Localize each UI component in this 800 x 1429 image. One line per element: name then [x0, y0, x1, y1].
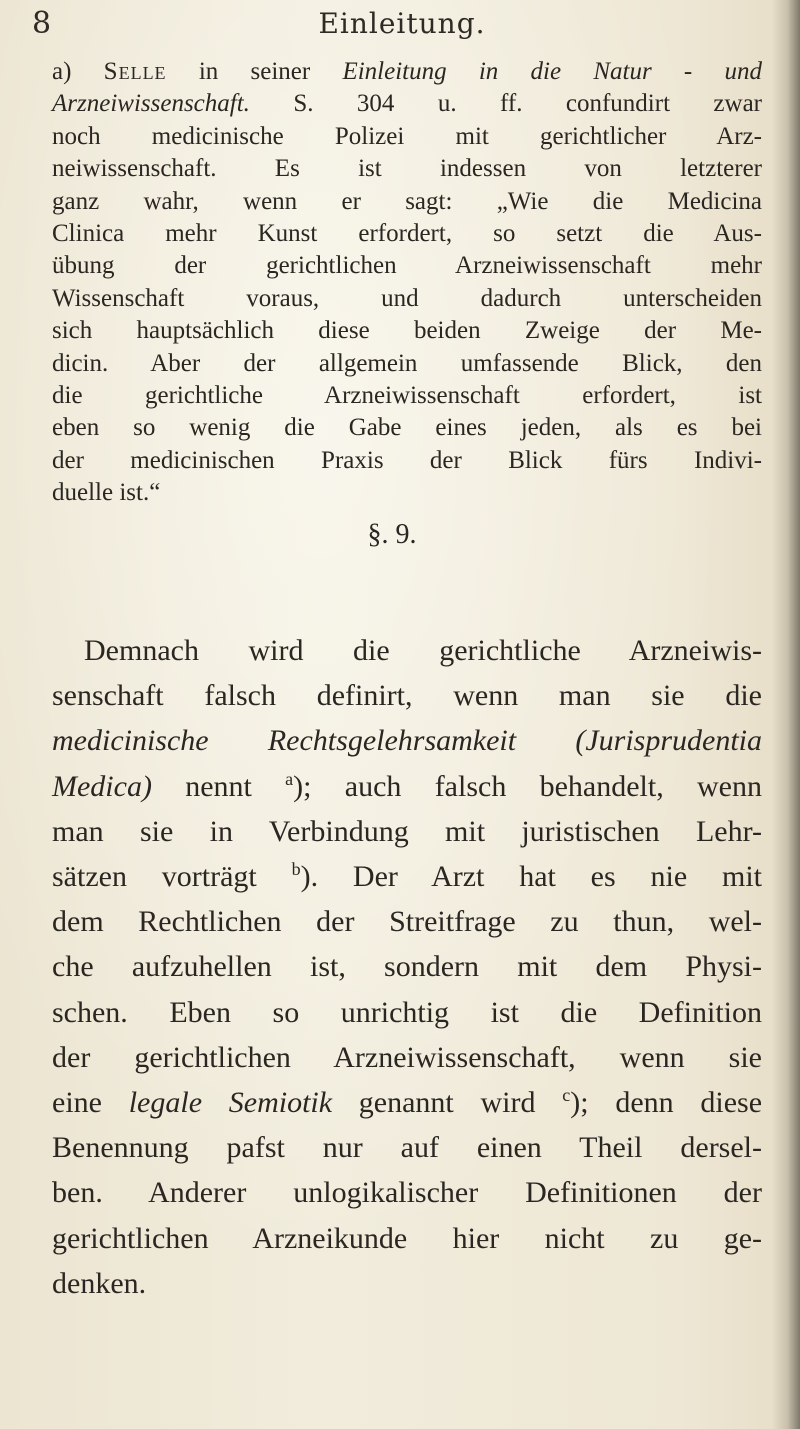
footnote-line: neiwissenschaft. Es ist indessen von letzterer	[52, 155, 762, 183]
footnote-line: noch medicinische Polizei mit gerichtlicher Arz-	[52, 122, 762, 150]
paragraph-line: sätzen vorträgt $^b$). Der Arzt hat es nie mit	[52, 859, 762, 894]
footnote-line: a) Selle in seiner Einleitung in die Natur - und	[52, 58, 762, 85]
paragraph-line: gerichtlichen Arzneikunde hier nicht zu ge-	[52, 1221, 762, 1255]
paragraph-line: che aufzuhellen ist, sondern mit dem Physi-	[52, 950, 762, 984]
footnote-ref-b: b	[291, 859, 301, 880]
footnote-line: ganz wahr, wenn er sagt: „Wie die Medicina	[52, 187, 762, 215]
footnote-ref-a: a	[285, 768, 294, 789]
footnote-line: Clinica mehr Kunst erfordert, so setzt die Aus-	[52, 220, 762, 248]
footnote-author: Selle	[103, 58, 167, 85]
paragraph-line: medicinische Rechtsgelehrsamkeit (Jurisprudentia	[52, 724, 762, 758]
paragraph-line: eine legale Semiotik genannt wird $^c$); denn diese	[52, 1085, 763, 1120]
paragraph-line: senschaft falsch definirt, wenn man sie die	[52, 679, 762, 713]
main-paragraph	[52, 628, 762, 1306]
paragraph-line: denken.	[52, 1266, 147, 1300]
footnote-line: eben so wenig die Gabe eines jeden, als es bei	[52, 414, 762, 442]
running-head: Einleitung.	[318, 7, 486, 40]
footnote-marker: a)	[52, 58, 72, 85]
paragraph-line: ben. Anderer unlogikalischer Definitionen der	[52, 1176, 762, 1210]
footnote-line: duelle ist.“	[52, 479, 161, 507]
footnote-line: die gerichtliche Arzneiwissenschaft erfordert, ist	[52, 382, 762, 410]
paragraph-line: der gerichtlichen Arzneiwissenschaft, wenn sie	[52, 1040, 762, 1074]
footnote-ref-c: c	[562, 1085, 571, 1106]
page-edge-shadow	[772, 0, 800, 1429]
page-number: 8	[32, 6, 52, 41]
footnote-line: Arzneiwissenschaft. S. 304 u. ff. confundirt zwar	[52, 90, 762, 118]
paragraph-line: dem Rechtlichen der Streitfrage zu thun, wel-	[52, 905, 762, 939]
paragraph-line: man sie in Verbindung mit juristischen Lehr-	[52, 814, 762, 848]
footnote-line: übung der gerichtlichen Arzneiwissenschaft mehr	[52, 252, 762, 280]
section-heading: §. 9.	[367, 519, 417, 550]
page-header	[32, 6, 772, 42]
footnote-line: dicin. Aber der allgemein umfassende Blick, den	[52, 349, 762, 377]
footnote-line: der medicinischen Praxis der Blick fürs Indivi-	[52, 446, 762, 474]
footnote-line: sich hauptsächlich diese beiden Zweige der Me-	[52, 317, 762, 345]
paragraph-line: Demnach wird die gerichtliche Arzneiwis-	[84, 634, 762, 667]
footnote-block	[52, 56, 762, 550]
paragraph-line: Benennung pafst nur auf einen Theil dersel-	[52, 1131, 762, 1165]
paragraph-line: schen. Eben so unrichtig ist die Definition	[52, 995, 762, 1029]
paragraph-line: Medica) nennt $^a$); auch falsch behandelt, wenn	[52, 768, 762, 803]
footnote-line: Wissenschaft voraus, und dadurch unterscheiden	[52, 284, 762, 312]
